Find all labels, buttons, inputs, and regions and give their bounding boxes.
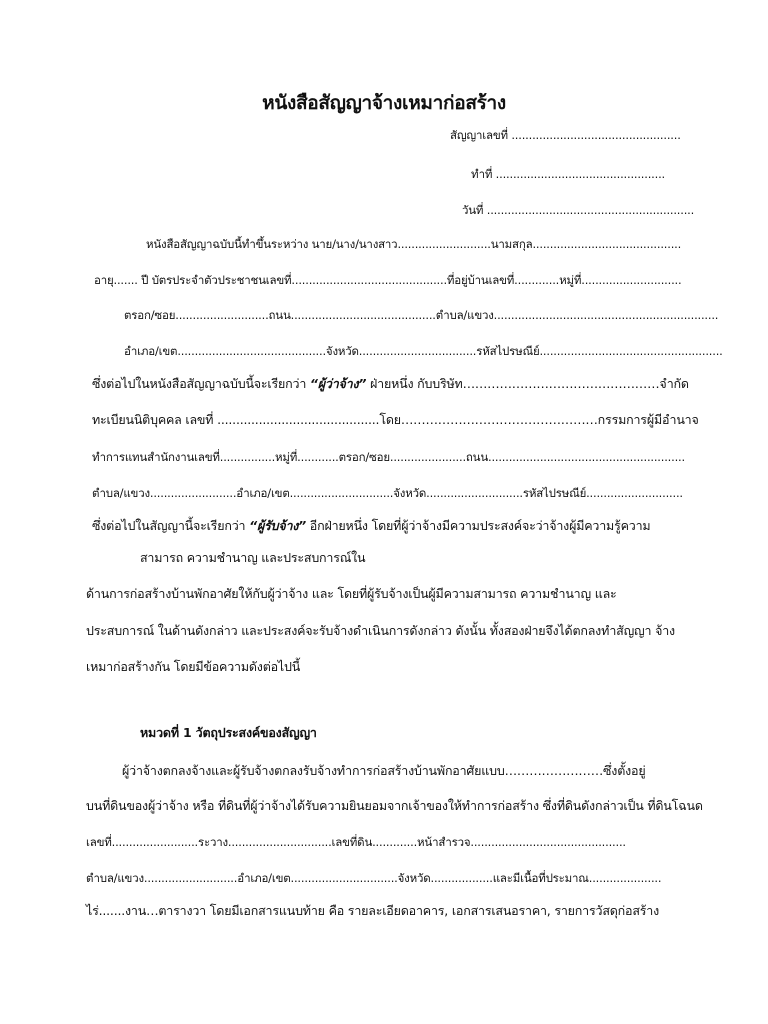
intro-line-3: ตรอก/ซอย...........................ถนน..........................................ตำบล/แขวง................................................................. (124, 308, 719, 322)
intro-line-8: ตำบล/แขวง.........................อำเภอ/เขต..............................จังหวัด............................รหัสไปรษณีย์............................ (92, 486, 683, 500)
contract-number-field: สัญญาเลขที่ ................................................. (450, 128, 681, 142)
intro-line-1: หนังสือสัญญาฉบับนี้ทำขึ้นระหว่าง นาย/นาง/นางสาว...........................นามสกุล........................................... (146, 237, 682, 251)
intro-line-9-suffix: อีกฝ่ายหนึ่ง โดยที่ผู้ว่าจ้างมีความประสงค์จะว่าจ้างผู้มีความรู้ความ (306, 518, 651, 533)
intro-line-5-suffix: ฝ่ายหนึ่ง กับบริษัท…………………………………………จำกัด (366, 376, 689, 391)
intro-line-6: ทะเบียนนิติบุคคล เลขที่ ...........................................โดย…………………………………………กรรมการผู้มีอำนาจ (92, 412, 699, 427)
section-1-line-2: บนที่ดินของผู้ว่าจ้าง หรือ ที่ดินที่ผู้ว่าจ้างได้รับความยินยอมจากเจ้าของให้ทำการก่อสร้าง ซึ่งที่ดินดังกล่าวเป็น ที่ดินโฉนด (86, 798, 703, 813)
intro-line-12: ประสบการณ์ ในด้านดังกล่าว และประสงค์จะรับจ้างดำเนินการดังกล่าว ดังนั้น ทั้งสองฝ่ายจึงได้ตกลงทำสัญญา จ้าง (86, 623, 675, 638)
contractor-term: “ผู้รับจ้าง” (249, 518, 307, 533)
employer-term: “ผู้ว่าจ้าง” (309, 376, 367, 391)
section-1-line-4: ตำบล/แขวง...........................อำเภอ/เขต...............................จังหวัด..................และมีเนื้อที่ประมาณ..................... (86, 871, 662, 885)
intro-line-5 (92, 375, 689, 393)
intro-line-2: อายุ....... ปี บัตรประจำตัวประชาชนเลขที่.............................................ที่อยู่บ้านเลขที่.............หมู่ที่............................. (94, 273, 682, 287)
made-at-field: ทำที่ ................................................. (471, 167, 665, 181)
date-field: วันที่ ............................................................ (462, 203, 695, 217)
section-1-line-3: เลขที่.........................ระวาง..............................เลขที่ดิน.............หน้าสำรวจ............................................. (86, 835, 626, 849)
intro-line-9-prefix: ซึ่งต่อไปในสัญญานี้จะเรียกว่า (92, 518, 250, 533)
section-1-heading: หมวดที่ 1 วัตถุประสงค์ของสัญญา (140, 725, 317, 740)
document-title: หนังสือสัญญาจ้างเหมาก่อสร้าง (262, 92, 506, 114)
intro-line-10: สามารถ ความชำนาญ และประสบการณ์ใน (140, 550, 366, 565)
intro-line-11: ด้านการก่อสร้างบ้านพักอาศัยให้กับผู้ว่าจ้าง และ โดยที่ผู้รับจ้างเป็นผู้มีความสามารถ ความชำนาญ และ (86, 586, 617, 601)
intro-line-7: ทำการแทนสำนักงานเลขที่................หมู่ที่............ตรอก/ซอย......................ถนน......................................................... (92, 450, 685, 464)
intro-line-4: อำเภอ/เขต...........................................จังหวัด..................................รหัสไปรษณีย์..................................................... (124, 344, 723, 358)
intro-line-13: เหมาก่อสร้างกัน โดยมีข้อความดังต่อไปนี้ (86, 659, 301, 674)
section-1-line-5: ไร่.......งาน…ตารางวา โดยมีเอกสารแนบท้าย คือ รายละเอียดอาคาร, เอกสารเสนอราคา, รายการวัสดุก่อสร้าง (86, 903, 660, 918)
section-1-line-1: ผู้ว่าจ้างตกลงจ้างและผู้รับจ้างตกลงรับจ้างทำการก่อสร้างบ้านพักอาศัยแบบ……………………ซึ่งตั้งอยู่ (122, 763, 646, 778)
intro-line-5-prefix: ซึ่งต่อไปในหนังสือสัญญาฉบับนี้จะเรียกว่า (92, 376, 310, 391)
intro-line-9 (92, 517, 650, 535)
